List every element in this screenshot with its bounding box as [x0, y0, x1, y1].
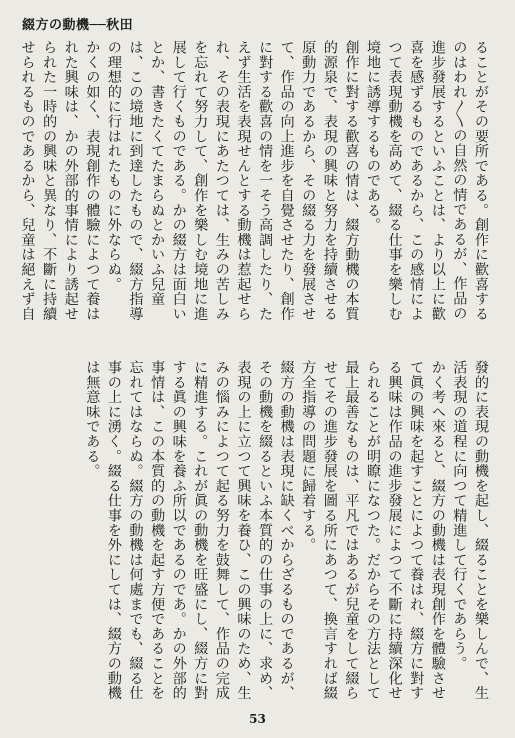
text-block-upper — [19, 40, 491, 332]
paragraph: 發的に表現の動機を起し、綴ることを樂しんで、生活表現の道程に向つて精進して行くであらう。 — [451, 360, 489, 701]
paragraph: ることがその要所である。創作に歡喜するのはわれ〳〵の自然の情であるが、作品の進步發展するといふことは、より以上に歡喜を感ずるものであるから、この感情によつて表現動機を高めて、綴る仕事を樂しむ境地に誘導するものである。 — [365, 40, 489, 322]
paragraph: 綴方の動機は表現に缺くべからざるものであるが、その動機を綴るといふ本質的の仕事の上に、求め、表現の上に立つて興味を養ひ、この興味のため、生みの惱みによつて起る努力を鼓舞して、作品の完成に精進する。これが眞の動機を旺盛にし、綴方に對する眞の興味を養ふ所以であるのであ。かの外部的事情は、この本質的の動機を起す方便であることを忘れてはならぬ。綴方の動機は何處までも、綴る仕事の上に湧く。綴る仕事を外にしては、綴方の動機は無意味である。 — [84, 360, 295, 701]
paragraph: かく考へ來ると、綴方の動機は表現創作を體驗させて眞の興味を起すことによつて養はれ、綴方に對する興味は作品の進步發展によつて不斷に持續深化せられることが明瞭になつた。だからその方法として最上最善なものは、平凡ではあるが兒童をして綴らせてその進步發展を圖る所にあつて、換言すれば綴方全指導の問題に歸着する。 — [300, 360, 446, 701]
running-head: 綴方の動機──秋田 — [22, 18, 134, 33]
text-block-lower — [36, 360, 491, 704]
paragraph: 創作に對する歡喜の情は、綴方動機の本質的源泉で、表現の興味と努力を持續させる原動力であるから、その綴る力を發展させて、作品の向上進步を自覺させたり、創作に對する歡喜の情を一そう高調したり、たえず生活を表現せんとする動機は惹起せられ、その表現にあたつては、生みの苦しみを忘れて努力して、創作を樂しむ境地に進展して行くものである。かの綴方は面白いとか、書きたくてたまらぬとかいふ兒童は、この境地に到達したもので、綴方指導の理想的に行はれたものに外ならぬ。 — [105, 40, 360, 322]
page-number: 53 — [249, 712, 266, 726]
paragraph: かくの如く、表現創作の體驗によつて養はれた興味は、かの外部的事情により誘起せられた一時的の興味と異なり、不斷に持續せられるものであるから、兒童は絕えず自 — [19, 40, 101, 322]
